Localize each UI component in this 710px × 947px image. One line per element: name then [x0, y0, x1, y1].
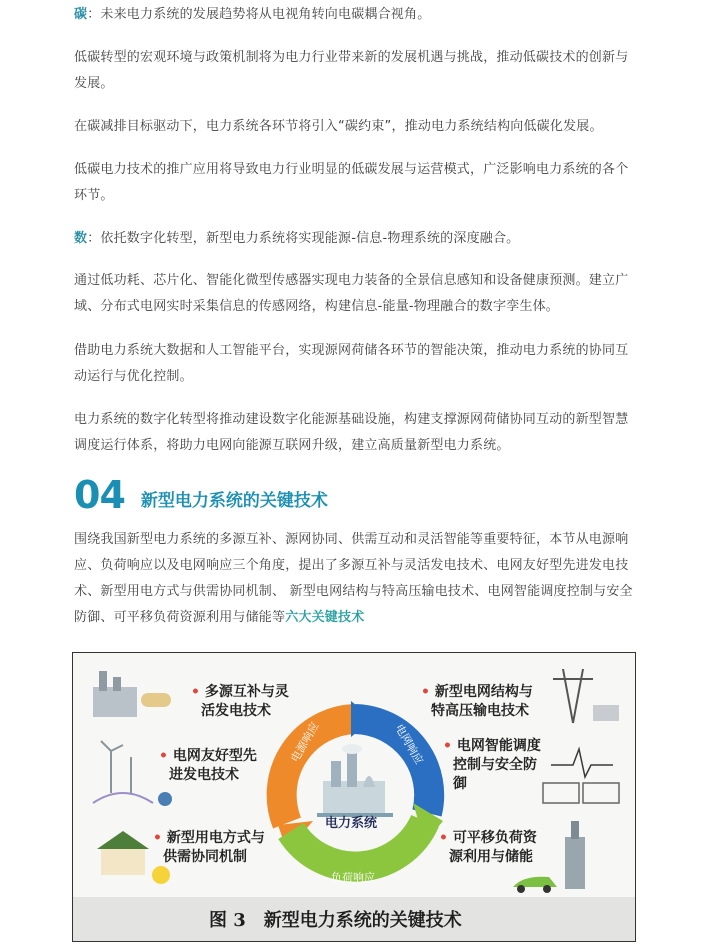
bullet-dot-icon: •	[421, 684, 430, 700]
bullet-dot-icon: •	[443, 738, 452, 754]
carbon-text: ：未来电力系统的发展趋势将从电视角转向电碳耦合视角。	[87, 7, 431, 22]
carbon-paragraph	[74, 2, 640, 28]
tech-label-3	[153, 829, 265, 867]
tech-2-line-1: 电网友好型先	[172, 748, 257, 764]
paragraph-1: 低碳转型的宏观环境与政策机制将为电力行业带来新的发展机遇与挑战，推动低碳技术的创新与发展。	[74, 50, 629, 91]
intro-highlight: 六大关键技术	[285, 610, 365, 625]
ring-label-source: 电源响应	[288, 719, 322, 765]
tech-6-line-2: 源利用与储能	[449, 849, 533, 865]
ring-label-load: 负荷响应	[331, 871, 375, 884]
tech-5-line-3: 御	[453, 776, 467, 792]
carbon-keyword: 碳	[74, 7, 88, 22]
factory-icon	[93, 671, 171, 717]
tech-label-5	[443, 737, 541, 794]
paragraph-3: 低碳电力技术的推广应用将导致电力行业明显的低碳发展与运营模式，广泛影响电力系统的各个环节。	[74, 162, 629, 203]
tech-1-line-1: 多源互补与灵	[204, 684, 289, 700]
tech-2-line-2: 进发电技术	[169, 767, 239, 783]
tech-6-line-1: 可平移负荷资	[452, 830, 537, 846]
bullet-dot-icon: •	[159, 748, 168, 764]
paragraph-4: 通过低功耗、芯片化、智能化微型传感器实现电力装备的全景信息感知和设备健康预测。建立广域、分布式电网实时采集信息的传感网络，构建信息-能量-物理融合的数字孪生体。	[74, 273, 629, 314]
tech-3-line-1: 新型用电方式与	[166, 830, 265, 846]
bullet-dot-icon: •	[191, 684, 200, 700]
tech-label-2	[159, 747, 257, 785]
intro-paragraph	[74, 527, 640, 631]
tech-label-6	[439, 829, 537, 867]
transmission-tower-icon	[553, 669, 619, 723]
tech-5-line-1: 电网智能调度	[456, 738, 541, 754]
digital-keyword: 数	[74, 231, 88, 246]
section-title: 新型电力系统的关键技术	[140, 490, 328, 511]
tech-4-line-2: 特高压输电技术	[431, 703, 529, 719]
tech-label-4	[421, 683, 533, 721]
section-heading	[74, 470, 328, 520]
digital-paragraph	[74, 226, 640, 252]
caption-number: 图 3	[209, 910, 246, 931]
control-signal-icon	[543, 749, 619, 803]
caption-title: 新型电力系统的关键技术	[263, 910, 462, 931]
bullet-dot-icon: •	[153, 830, 162, 846]
figure-caption	[73, 897, 635, 941]
digital-text: ：依托数字化转型，新型电力系统将实现能源-信息-物理系统的深度融合。	[87, 231, 520, 246]
tech-3-line-2: 供需协同机制	[163, 849, 247, 865]
ring-label-grid: 电网响应	[392, 722, 426, 767]
tech-4-line-1: 新型电网结构与	[434, 684, 533, 700]
tech-5-line-2: 控制与安全防	[453, 757, 537, 773]
center-label: 电力系统	[325, 816, 378, 831]
section-number: 04	[74, 473, 125, 517]
power-plant-icon	[317, 744, 393, 817]
paragraph-6: 电力系统的数字化转型将推动建设数字化能源基础设施，构建支撑源网荷储协同互动的新型智慧调度运行体系，将助力电网向能源互联网升级，建立高质量新型电力系统。	[74, 412, 629, 453]
paragraph-2: 在碳减排目标驱动下，电力系统各环节将引入“碳约束”，推动电力系统结构向低碳化发展。	[74, 119, 603, 134]
tech-1-line-2: 活发电技术	[201, 703, 271, 719]
tech-label-1	[191, 683, 289, 721]
key-tech-figure	[72, 652, 636, 942]
bullet-dot-icon: •	[439, 830, 448, 846]
intro-text: 围绕我国新型电力系统的多源互补、源网协同、供需互动和灵活智能等重要特征，本节从电源响应、负荷响应以及电网响应三个角度，提出了多源互补与灵活发电技术、电网友好型先进发电技术、新型用电方式与供需协同机制、 新型电网结构与特高压输电技术、电网智能调度控制与安全防御、可平移负荷资源利用与储能等	[74, 532, 633, 625]
paragraph-5: 借助电力系统大数据和人工智能平台，实现源网荷储各环节的智能决策，推动电力系统的协同互动运行与优化控制。	[74, 343, 629, 384]
